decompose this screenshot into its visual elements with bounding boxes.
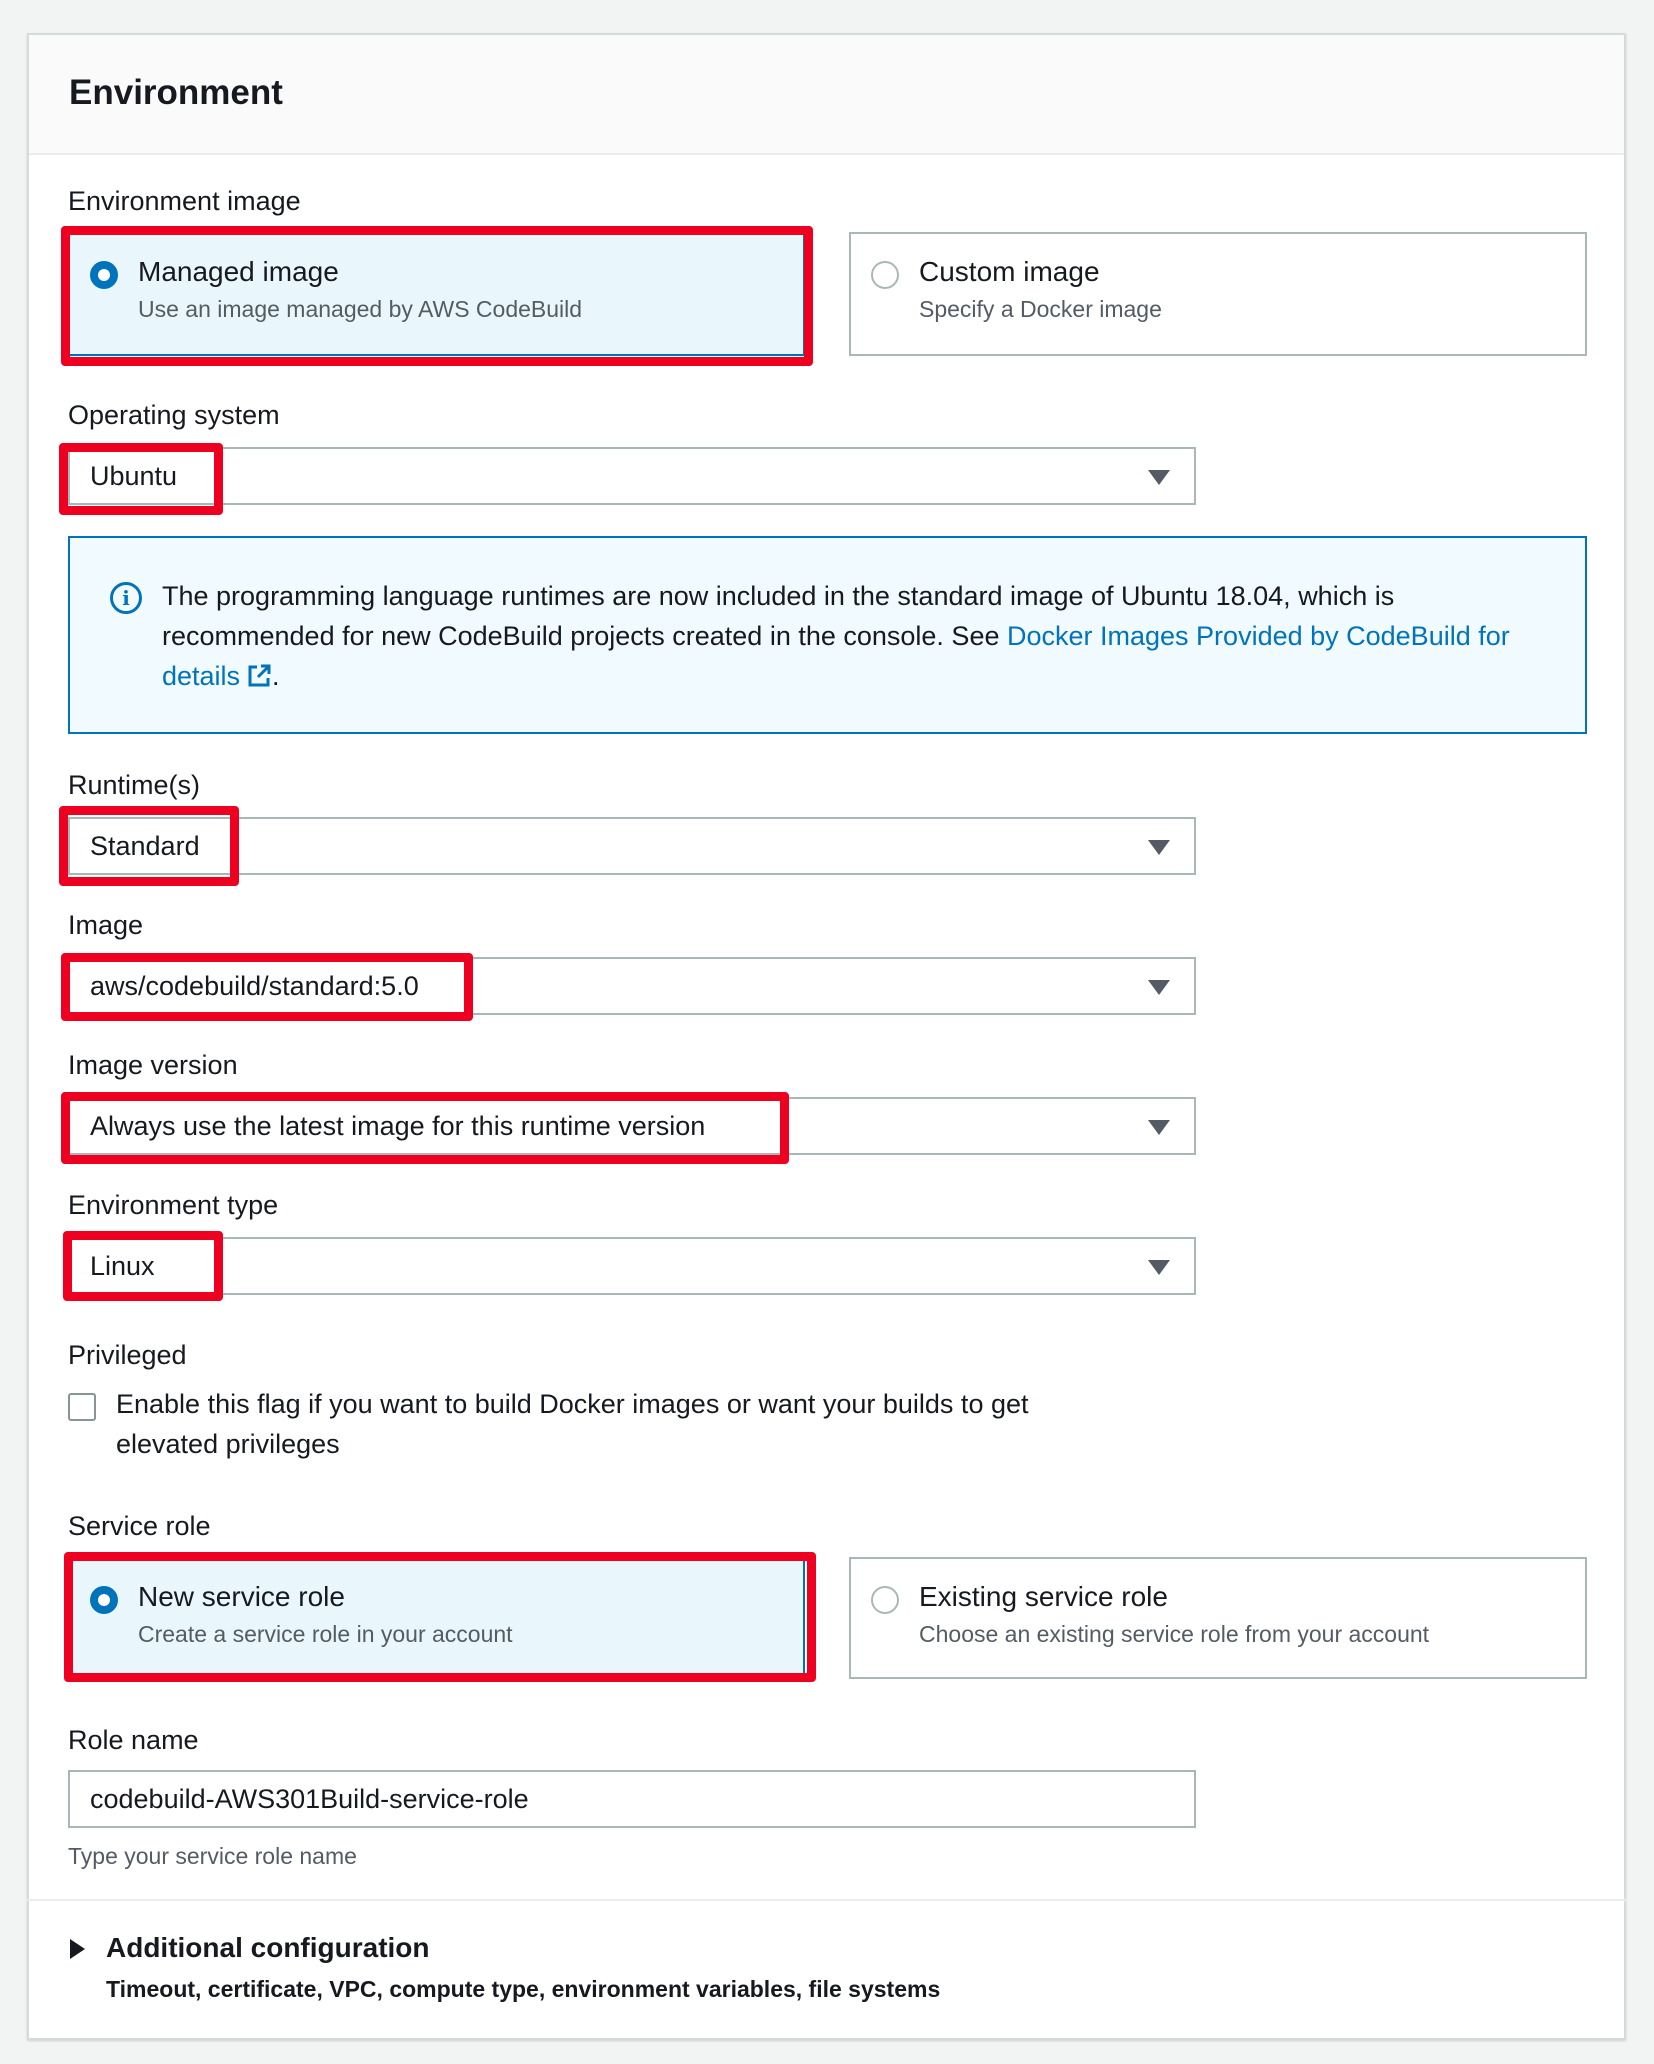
custom-image-radio[interactable] (871, 261, 899, 289)
info-text (162, 576, 1562, 696)
info-icon: i (110, 582, 142, 614)
caret-right-icon[interactable] (70, 1939, 85, 1959)
info-message: The programming language runtimes are now included in the standard image of Ubuntu 18.04, which is recommended for new CodeBuild projects created in the console. See (162, 581, 1395, 651)
caret-down-icon (1148, 840, 1170, 855)
runtimes-label: Runtime(s) (68, 770, 201, 800)
existing-service-role-description: Choose an existing service role from your account (919, 1621, 1430, 1647)
custom-image-title: Custom image (919, 256, 1100, 287)
privileged-checkbox-label[interactable]: Enable this flag if you want to build Docker images or want your builds to get elevated privileges (116, 1389, 1029, 1459)
custom-image-description: Specify a Docker image (919, 296, 1162, 322)
runtimes-select[interactable] (68, 817, 1196, 875)
image-version-value: Always use the latest image for this runtime version (90, 1111, 706, 1141)
privileged-label: Privileged (68, 1340, 187, 1370)
runtimes-value: Standard (90, 831, 200, 861)
custom-image-tile[interactable] (849, 232, 1587, 356)
environment-type-value: Linux (90, 1251, 155, 1281)
operating-system-label: Operating system (68, 400, 280, 430)
image-version-label: Image version (68, 1050, 238, 1080)
new-service-role-title: New service role (138, 1581, 345, 1612)
section-title: Environment (69, 73, 283, 112)
image-select[interactable] (68, 957, 1196, 1015)
operating-system-value: Ubuntu (90, 461, 178, 491)
new-service-role-radio[interactable] (90, 1586, 118, 1614)
info-suffix: . (272, 661, 280, 691)
role-name-field[interactable] (68, 1770, 1196, 1828)
panel-header (29, 35, 1624, 155)
image-version-select[interactable] (68, 1097, 1196, 1155)
service-role-label: Service role (68, 1511, 211, 1541)
additional-configuration-toggle[interactable]: Additional configuration (106, 1932, 430, 1963)
role-name-hint: Type your service role name (68, 1843, 357, 1869)
caret-down-icon (1148, 1260, 1170, 1275)
privileged-checkbox[interactable] (68, 1393, 96, 1421)
managed-image-radio[interactable] (90, 261, 118, 289)
environment-image-label: Environment image (68, 186, 301, 216)
environment-type-label: Environment type (68, 1190, 279, 1220)
docker-images-link-text: Docker Images Provided by CodeBuild for details (162, 621, 1510, 691)
role-name-label: Role name (68, 1725, 199, 1755)
role-name-input[interactable] (70, 1772, 1194, 1826)
image-value: aws/codebuild/standard:5.0 (90, 971, 419, 1001)
external-link-icon (246, 663, 272, 689)
image-label: Image (68, 910, 144, 940)
caret-down-icon (1148, 980, 1170, 995)
divider (27, 1899, 1626, 1901)
operating-system-select[interactable] (68, 447, 1196, 505)
existing-service-role-radio[interactable] (871, 1586, 899, 1614)
existing-service-role-tile[interactable] (849, 1557, 1587, 1679)
additional-configuration-description: Timeout, certificate, VPC, compute type, environment variables, file systems (106, 1976, 941, 2002)
caret-down-icon (1148, 1120, 1170, 1135)
environment-type-select[interactable] (68, 1237, 1196, 1295)
managed-image-tile[interactable] (68, 232, 805, 356)
existing-service-role-title: Existing service role (919, 1581, 1168, 1612)
new-service-role-tile[interactable] (68, 1557, 805, 1679)
new-service-role-description: Create a service role in your account (138, 1621, 513, 1647)
caret-down-icon (1148, 470, 1170, 485)
managed-image-title: Managed image (138, 256, 339, 287)
managed-image-description: Use an image managed by AWS CodeBuild (138, 296, 583, 322)
info-alert (68, 536, 1587, 734)
